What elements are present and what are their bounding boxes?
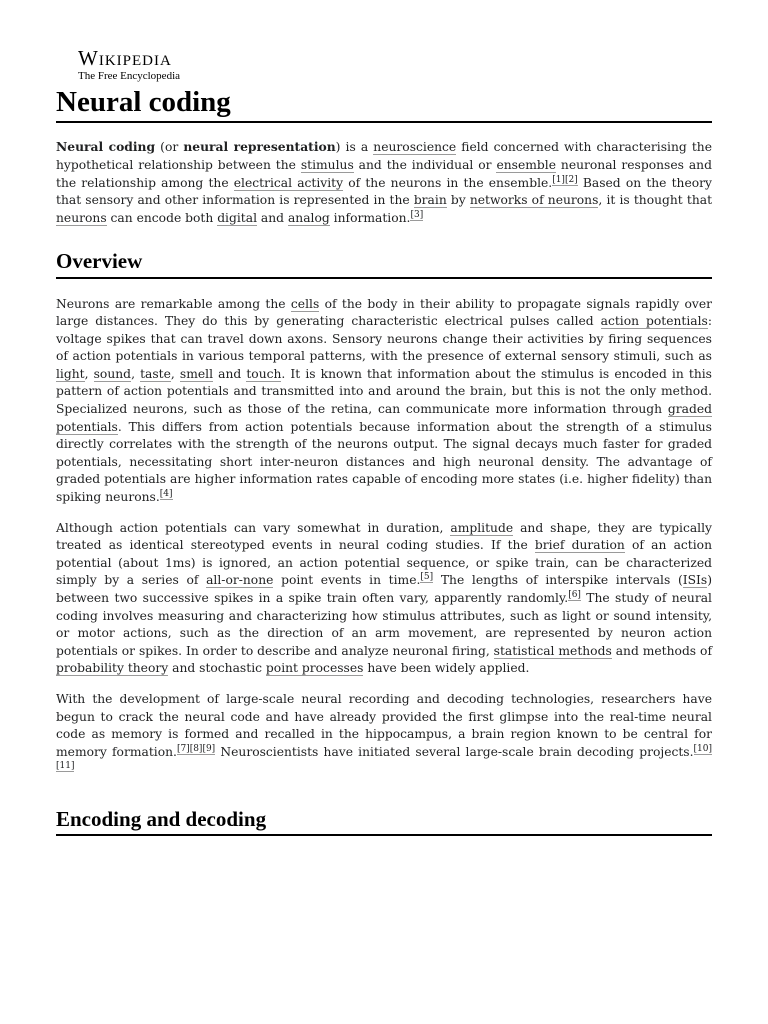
text-run: , xyxy=(131,366,141,381)
citation-11[interactable] xyxy=(56,761,74,772)
citation-link[interactable]: [1] xyxy=(552,174,565,185)
link-isis[interactable]: ISIs xyxy=(682,573,708,588)
citation-10[interactable] xyxy=(694,744,712,755)
text-run: have been widely applied. xyxy=(363,661,530,676)
wikipedia-tagline: The Free Encyclopedia xyxy=(78,70,181,82)
text-run: The lengths of interspike intervals ( xyxy=(433,573,683,588)
citation-8[interactable] xyxy=(190,744,203,755)
section-heading-overview: Overview xyxy=(56,249,712,278)
link-neuroscience[interactable]: neuroscience xyxy=(373,140,457,155)
overview-paragraph-2 xyxy=(56,520,712,678)
text-run: by xyxy=(446,193,470,208)
citation-link[interactable]: [7] xyxy=(176,743,190,754)
link-electrical-activity[interactable]: electrical activity xyxy=(233,175,344,190)
text-run: ) between two successive spikes in a spike train often vary, apparently randomly. xyxy=(56,573,713,605)
text-run: of an action potential (about 1ms) is ignored, an action potential sequence, or spike train, can be characterized simply by a series of xyxy=(56,538,713,588)
link-cells[interactable]: cells xyxy=(290,296,320,311)
text-run: and xyxy=(257,210,288,225)
text-run: of the neurons in the ensemble. xyxy=(343,175,553,190)
link-touch[interactable]: touch xyxy=(246,366,282,381)
lead-paragraph xyxy=(56,138,712,227)
citation-link[interactable]: [9] xyxy=(202,743,216,754)
text-run: : voltage spikes that can travel down axons. Sensory neurons change their activities by firing sequences of action potentials in various temporal patterns, with the presence of external sensory stimuli, such as xyxy=(56,314,713,364)
text-run: . It is known that information about the stimulus is encoded in this pattern of action potentials and transmitted into and around the brain, but this is not the only method. Specialized neurons, such as those of the retina, can communicate more information through xyxy=(56,366,712,417)
link-analog[interactable]: analog xyxy=(287,210,330,225)
text-run: . This differs from action potentials because information about the strength of a stimulus directly correlates with the strength of the neurons output. The signal decays much faster for graded potentials, necessitating short inter-neuron distances and high neuronal density. The advantage of graded potentials are higher information rates capable of encoding more states (i.e. higher fidelity) than spiking neurons. xyxy=(56,419,712,505)
link-point-processes[interactable]: point processes xyxy=(265,661,364,676)
wikipedia-wordmark: Wikipedia xyxy=(78,46,172,70)
citation-9[interactable] xyxy=(202,744,215,755)
citation-1[interactable] xyxy=(552,175,565,186)
link-ensemble[interactable]: ensemble xyxy=(496,157,556,172)
text-run: can encode both xyxy=(106,210,218,225)
text-run: and methods of xyxy=(611,643,712,658)
citation-4[interactable] xyxy=(160,489,173,500)
citation-link[interactable]: [2] xyxy=(564,174,578,185)
link-amplitude[interactable]: amplitude xyxy=(450,520,514,535)
link-digital[interactable]: digital xyxy=(217,210,258,225)
bold-term-neural-representation: neural representation xyxy=(183,139,336,155)
overview-paragraph-1 xyxy=(56,296,712,507)
text-run: neuronal responses and the relationship among the xyxy=(56,157,712,190)
text-run: Based on the theory that sensory and other information is represented in the xyxy=(56,175,712,208)
bold-term-neural-coding: Neural coding xyxy=(56,139,156,155)
citation-6[interactable] xyxy=(568,590,581,601)
link-taste[interactable]: taste xyxy=(140,366,171,381)
citation-3[interactable] xyxy=(410,210,423,221)
page-title: Neural coding xyxy=(56,86,712,123)
link-statistical-methods[interactable]: statistical methods xyxy=(493,643,612,658)
link-brief-duration[interactable]: brief duration xyxy=(534,538,625,553)
link-graded-potentials[interactable]: graded potentials xyxy=(56,402,712,434)
citation-7[interactable] xyxy=(177,744,190,755)
link-all-or-none[interactable]: all-or-none xyxy=(206,573,274,588)
link-probability-theory[interactable]: probability theory xyxy=(56,661,169,676)
text-run: information. xyxy=(329,210,411,225)
text-run: With the development of large-scale neural recording and decoding technologies, researchers have begun to crack the neural code and have already provided the first glimpse into the real-time neural code as memory is formed and recalled in the hippocampus, a brain region known to be central for memory formation. xyxy=(56,691,712,759)
text-run: field concerned with characterising the hypothetical relationship between the xyxy=(56,140,712,172)
article-page xyxy=(56,48,712,836)
overview-paragraph-3 xyxy=(56,691,712,779)
link-sound[interactable]: sound xyxy=(93,366,132,381)
link-neurons[interactable]: neurons xyxy=(56,210,107,225)
text-run: ) is a xyxy=(335,140,374,155)
text-run: Although action potentials can vary somewhat in duration, xyxy=(56,520,451,535)
citation-link[interactable]: [5] xyxy=(420,572,434,583)
citation-link[interactable]: [6] xyxy=(568,590,581,600)
citation-5[interactable] xyxy=(420,572,433,583)
text-run: The study of neural coding involves measuring and characterizing how stimulus attributes, such as light or sound intensity, or motor actions, such as the direction of an arm movement, are represented by neuron action potentials or spikes. In order to describe and analyze neuronal firing, xyxy=(56,591,712,658)
section-heading-encoding-and-decoding: Encoding and decoding xyxy=(56,807,712,836)
citation-link[interactable]: [4] xyxy=(159,489,173,500)
text-run: and the individual or xyxy=(353,157,497,172)
text-run: point events in time. xyxy=(273,573,421,588)
citation-link[interactable]: [3] xyxy=(410,209,424,220)
citation-link[interactable]: [11] xyxy=(56,761,75,772)
citation-link[interactable]: [10] xyxy=(693,743,712,754)
text-run: Neuroscientists have initiated several large-scale brain decoding projects. xyxy=(215,744,694,759)
text-run: , xyxy=(170,366,180,381)
link-networks-of-neurons[interactable]: networks of neurons xyxy=(469,193,599,208)
link-stimulus[interactable]: stimulus xyxy=(300,157,354,172)
citation-link[interactable]: [8] xyxy=(189,743,203,754)
text-run: of the body in their ability to propagate signals rapidly over large distances. They do this by generating characteristic electrical pulses called xyxy=(56,296,712,329)
link-smell[interactable]: smell xyxy=(179,366,214,381)
text-run: , it is thought that xyxy=(598,193,713,208)
text-run: and shape, they are typically treated as identical stereotyped events in neural coding studies. If the xyxy=(56,520,712,553)
link-light[interactable]: light xyxy=(56,366,85,381)
text-run: (or xyxy=(155,140,184,155)
text-run: , xyxy=(84,366,94,381)
link-brain[interactable]: brain xyxy=(413,193,447,208)
text-run: and stochastic xyxy=(168,661,266,676)
citation-2[interactable] xyxy=(565,175,578,186)
wikipedia-logo[interactable] xyxy=(78,48,712,82)
text-run: Neurons are remarkable among the xyxy=(56,296,291,311)
link-action-potentials[interactable]: action potentials xyxy=(600,314,708,329)
text-run: and xyxy=(213,366,247,381)
